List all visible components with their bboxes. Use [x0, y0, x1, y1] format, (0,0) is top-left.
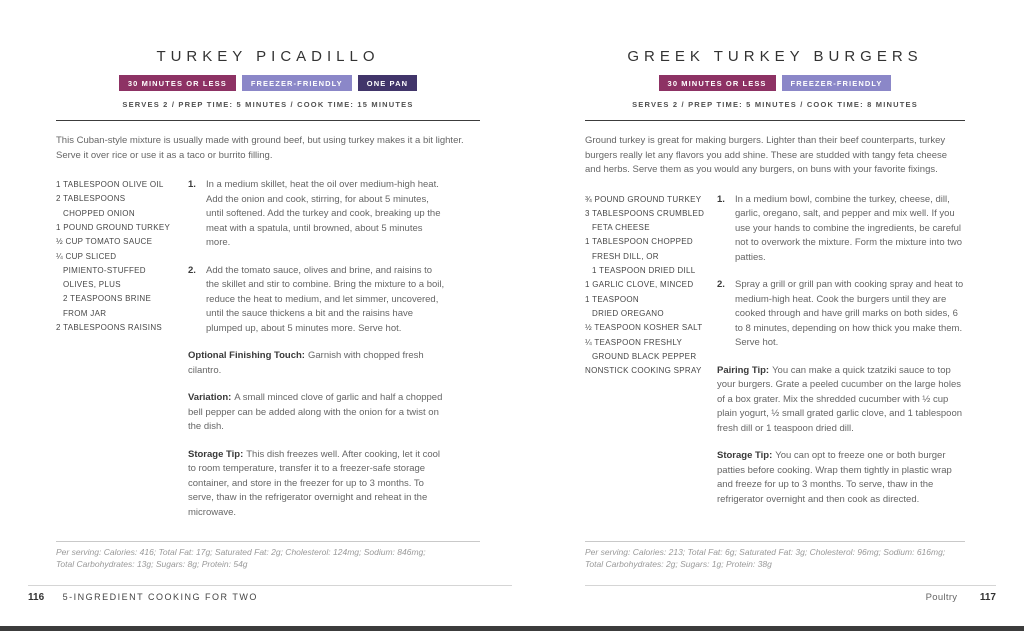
step-number: 1.: [717, 193, 725, 205]
tip-pairing: [717, 364, 965, 437]
tip-storage: [717, 449, 965, 507]
tip-label: Optional Finishing Touch:: [188, 350, 305, 362]
header-rule: [56, 120, 480, 121]
book-title: 5-INGREDIENT COOKING FOR TWO: [62, 592, 258, 602]
step-number: 2.: [717, 279, 725, 291]
nutrition-info: [585, 541, 965, 570]
instructions-column: [717, 193, 965, 521]
recipe-badges: [585, 75, 965, 91]
header-rule: [585, 120, 965, 121]
ingredient-line: GROUND BLACK PEPPER: [592, 351, 697, 361]
ingredient-line: 1 TEASPOON DRIED DILL: [592, 266, 696, 276]
ingredients-list: [585, 193, 710, 521]
ingredient-line: ½ CUP TOMATO SAUCE: [56, 237, 153, 247]
nutrition-line: Total Carbohydrates: 2g; Sugars: 1g; Protein: 38g: [585, 558, 772, 569]
recipe-page-right: [585, 38, 965, 520]
ingredient-line: FROM JAR: [63, 308, 107, 318]
ingredient-line: PIMIENTO-STUFFED: [63, 265, 146, 275]
serves-prep-cook-line: SERVES 2 / PREP TIME: 5 MINUTES / COOK TIME: 15 MINUTES: [122, 100, 414, 110]
tip-text: Garnish with chopped fresh cilantro.: [188, 350, 424, 376]
ingredient-line: FRESH DILL, OR: [592, 251, 659, 261]
nutrition-line: Total Carbohydrates: 13g; Sugars: 8g; Protein: 54g: [56, 558, 248, 569]
ingredient-line: FETA CHEESE: [592, 223, 650, 233]
ingredient-line: 1 TABLESPOON OLIVE OIL: [56, 180, 164, 190]
ingredient-line: DRIED OREGANO: [592, 308, 664, 318]
instruction-step: [188, 264, 446, 337]
ingredient-line: 1 GARLIC CLOVE, MINCED: [585, 280, 694, 290]
page-footer-left: [28, 585, 512, 603]
recipe-title: GREEK TURKEY BURGERS: [627, 48, 923, 66]
ingredient-line: 1 TEASPOON: [585, 294, 639, 304]
badge-freezer-friendly: FREEZER-FRIENDLY: [782, 75, 892, 91]
ingredient-line: OLIVES, PLUS: [63, 280, 121, 290]
ingredient-line: 2 TABLESPOONS: [56, 194, 126, 204]
nutrition-line: Per serving: Calories: 213; Total Fat: 6g; Saturated Fat: 3g; Cholesterol: 96mg; Sodium: 616mg;: [585, 547, 946, 557]
tip-label: Storage Tip:: [717, 450, 773, 462]
tip-variation: [188, 391, 446, 435]
chapter-name: Poultry: [925, 592, 958, 603]
step-text: Spray a grill or grill pan with cooking spray and heat to medium-high heat. Cook the burgers until they are cooked through and have grill marks on both sides, 6 to 8 minutes, depending on how thick you make them. Serve hot.: [735, 279, 964, 349]
recipe-title: TURKEY PICADILLO: [156, 48, 380, 66]
instruction-step: [188, 178, 446, 251]
ingredient-line: ¾ POUND GROUND TURKEY: [585, 194, 702, 204]
tip-text: This dish freezes well. After cooking, let it cool to room temperature, transfer it to a freezer-safe storage container, and store in the freezer for up to 3 months. To serve, thaw in the refrigerator overnight and reheat in the microwave.: [188, 448, 441, 518]
tip-optional-finishing-touch: [188, 349, 446, 378]
nutrition-info: [56, 541, 480, 570]
ingredient-line: 2 TEASPOONS BRINE: [63, 294, 152, 304]
step-text: In a medium bowl, combine the turkey, cheese, dill, garlic, oregano, salt, and pepper and mix well. If you use your hands to combine the ingredients, be careful not to overwork the mixture. Form the mixture into two patties.: [735, 193, 963, 263]
ingredient-line: 2 TABLESPOONS RAISINS: [56, 323, 163, 333]
recipe-body: [585, 193, 965, 521]
ingredient-line: ½ TEASPOON KOSHER SALT: [585, 323, 703, 333]
tip-text: You can make a quick tzatziki sauce to top your burgers. Grate a peeled cucumber on the large holes of a box grater. Mix the shredded cucumber with ½ cup plain yogurt, ½ small grated garlic clove, and 1 tablespoon fresh dill or 1 teaspoon dried dill.: [717, 364, 963, 434]
serves-prep-cook-line: SERVES 2 / PREP TIME: 5 MINUTES / COOK TIME: 8 MINUTES: [632, 100, 918, 110]
nutrition-line: Per serving: Calories: 416; Total Fat: 17g; Saturated Fat: 2g; Cholesterol: 124mg; Sodium: 846mg;: [56, 547, 426, 557]
recipe-page-left: [56, 38, 480, 533]
tip-label: Variation:: [188, 392, 232, 404]
ingredients-list: [56, 178, 178, 533]
step-text: Add the tomato sauce, olives and brine, and raisins to the skillet and stir to combine. Bring the mixture to a boil, reduce the heat to medium, and let simmer, uncovered, until the sauce thickens a bit and the raisins have plumped up, about 5 minutes more. Serve hot.: [206, 264, 445, 334]
recipe-badges: [56, 75, 480, 91]
recipe-intro: This Cuban-style mixture is usually made with ground beef, but using turkey makes it a bit lighter. Serve it over rice or use it as a taco or burrito filling.: [56, 135, 464, 161]
ingredient-line: NONSTICK COOKING SPRAY: [585, 366, 702, 376]
tip-label: Pairing Tip:: [717, 364, 770, 376]
ingredient-line: ¼ TEASPOON FRESHLY: [585, 337, 683, 347]
recipe-body: [56, 178, 480, 533]
bottom-edge-bar: [0, 626, 1024, 631]
step-text: In a medium skillet, heat the oil over medium-high heat. Add the onion and cook, stirring, for about 5 minutes, until softened. Add the turkey and cook, breaking up the meat with a spatula, until browned, about 5 minutes more.: [206, 179, 441, 249]
ingredient-line: ¼ CUP SLICED: [56, 251, 117, 261]
page-footer-right: [585, 585, 996, 603]
badge-freezer-friendly: FREEZER-FRIENDLY: [242, 75, 352, 91]
step-number: 1.: [188, 179, 196, 191]
page-number: 117: [979, 592, 996, 603]
badge-30-minutes-or-less: 30 MINUTES OR LESS: [119, 75, 236, 91]
instruction-step: [717, 193, 965, 266]
tip-text: A small minced clove of garlic and half a chopped bell pepper can be added along with the onion for a twist on the dish.: [188, 392, 443, 433]
ingredient-line: 1 POUND GROUND TURKEY: [56, 222, 171, 232]
ingredient-line: 1 TABLESPOON CHOPPED: [585, 237, 693, 247]
tip-text: You can opt to freeze one or both burger patties before cooking. Wrap them tightly in plastic wrap and freeze for up to 3 months. To serve, thaw in the refrigerator overnight and then cook as directed.: [717, 450, 952, 505]
recipe-intro: Ground turkey is great for making burgers. Lighter than their beef counterparts, turkey burgers really let any flavors you add shine. These are studded with tangy feta cheese and herbs. Serve them as you would any burgers, on buns with your favorite fixings.: [585, 135, 948, 176]
ingredient-line: 3 TABLESPOONS CRUMBLED: [585, 208, 705, 218]
badge-30-minutes-or-less: 30 MINUTES OR LESS: [659, 75, 776, 91]
instruction-step: [717, 278, 965, 351]
tip-label: Storage Tip:: [188, 448, 244, 460]
badge-one-pan: ONE PAN: [358, 75, 417, 91]
instructions-column: [188, 178, 446, 533]
tip-storage: [188, 448, 446, 521]
step-number: 2.: [188, 264, 196, 276]
page-number: 116: [28, 592, 45, 603]
ingredient-line: CHOPPED ONION: [63, 208, 135, 218]
